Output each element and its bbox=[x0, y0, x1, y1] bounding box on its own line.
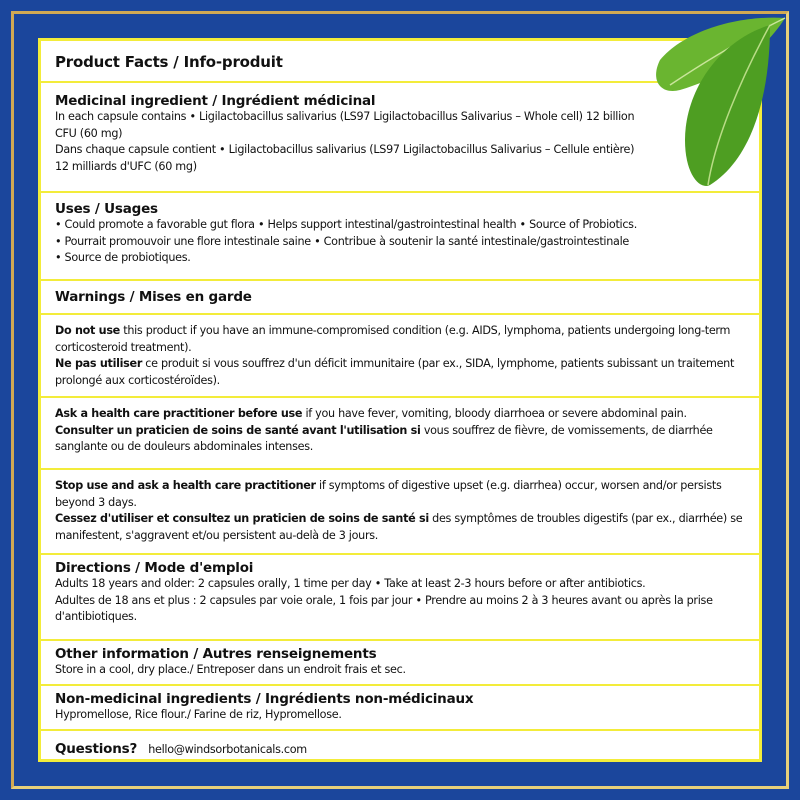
warning-text: this product if you have an immune-compromised condition (e.g. AIDS, lymphoma, patients undergoing long-term corticosteroid treatment). bbox=[55, 324, 731, 354]
warning-2 bbox=[41, 398, 759, 470]
warning-text: ce produit si vous souffrez d'un déficit immunitaire (par ex., SIDA, lymphome, patients subissant un traitement prolongé aux corticostéroïdes). bbox=[55, 357, 735, 387]
other-heading: Other information / Autres renseignements bbox=[55, 646, 377, 662]
directions-fr: Adultes de 18 ans et plus : 2 capsules par voie orale, 1 fois par jour • Prendre au moins 2 à 3 heures avant ou après la prise d'antibiotiques. bbox=[55, 593, 713, 623]
warning-bold: Consulter un praticien de soins de santé avant l'utilisation si bbox=[55, 423, 421, 437]
warning-bold: Cessez d'utiliser et consultez un praticien de soins de santé si bbox=[55, 512, 429, 525]
uses-line: • Source de probiotiques. bbox=[55, 251, 191, 264]
warning-text: vous souffrez de fièvre, de vomissements, de diarrhée sanglante ou de douleurs abdominales intenses. bbox=[55, 423, 713, 453]
warning-text: des symptômes de troubles digestifs (par ex., diarrhée) se manifestent, s'aggravent et/ou persistent au-delà de 3 jours. bbox=[55, 512, 743, 542]
warning-bold: Ask a health care practitioner before use bbox=[55, 407, 303, 420]
page-title: Product Facts / Info-produit bbox=[55, 53, 283, 71]
medicinal-heading: Medicinal ingredient / Ingrédient médicinal bbox=[55, 93, 376, 109]
questions-section bbox=[41, 731, 759, 761]
uses-section bbox=[41, 193, 759, 281]
warning-3 bbox=[41, 470, 759, 555]
warning-text: if symptoms of digestive upset (e.g. diarrhea) occur, worsen and/or persists beyond 3 days. bbox=[55, 479, 722, 509]
uses-line: • Pourrait promouvoir une flore intestinale saine • Contribue à soutenir la santé intestinale/gastrointestinale bbox=[55, 234, 629, 248]
warning-bold: Do not use bbox=[55, 324, 120, 337]
leaf-icon bbox=[590, 0, 800, 200]
warning-bold: Stop use and ask a health care practitioner bbox=[55, 479, 316, 492]
nonmed-heading: Non-medicinal ingredients / Ingrédients non-médicinaux bbox=[55, 691, 474, 707]
other-text: Store in a cool, dry place./ Entreposer dans un endroit frais et sec. bbox=[55, 663, 406, 676]
other-section bbox=[41, 641, 759, 686]
nonmed-text: Hypromellose, Rice flour./ Farine de riz, Hypromellose. bbox=[55, 708, 342, 721]
contact-email[interactable]: hello@windsorbotanicals.com bbox=[148, 743, 307, 756]
directions-heading: Directions / Mode d'emploi bbox=[55, 560, 254, 576]
medicinal-en: In each capsule contains • Ligilactobacillus salivarius (LS97 Ligilactobacillus Salivarius – Whole cell) 12 billion CFU (60 mg) bbox=[55, 110, 635, 140]
warning-bold: Ne pas utiliser bbox=[55, 357, 143, 370]
warning-1 bbox=[41, 315, 759, 398]
nonmed-section bbox=[41, 686, 759, 731]
medicinal-fr: Dans chaque capsule contient • Ligilactobacillus salivarius (LS97 Ligilactobacillus Salivarius – Cellule entière) 12 milliards d'UFC (60 mg) bbox=[55, 143, 635, 173]
warnings-heading: Warnings / Mises en garde bbox=[55, 289, 252, 305]
uses-line: • Could promote a favorable gut flora • Helps support intestinal/gastrointestinal health • Source of Probiotics. bbox=[55, 218, 637, 231]
directions-section bbox=[41, 555, 759, 641]
questions-label: Questions? bbox=[55, 741, 138, 757]
uses-heading: Uses / Usages bbox=[55, 201, 158, 217]
warnings-heading-section bbox=[41, 281, 759, 315]
warning-text: if you have fever, vomiting, bloody diarrhoea or severe abdominal pain. bbox=[302, 407, 687, 420]
directions-en: Adults 18 years and older: 2 capsules orally, 1 time per day • Take at least 2-3 hours before or after antibiotics. bbox=[55, 577, 646, 590]
